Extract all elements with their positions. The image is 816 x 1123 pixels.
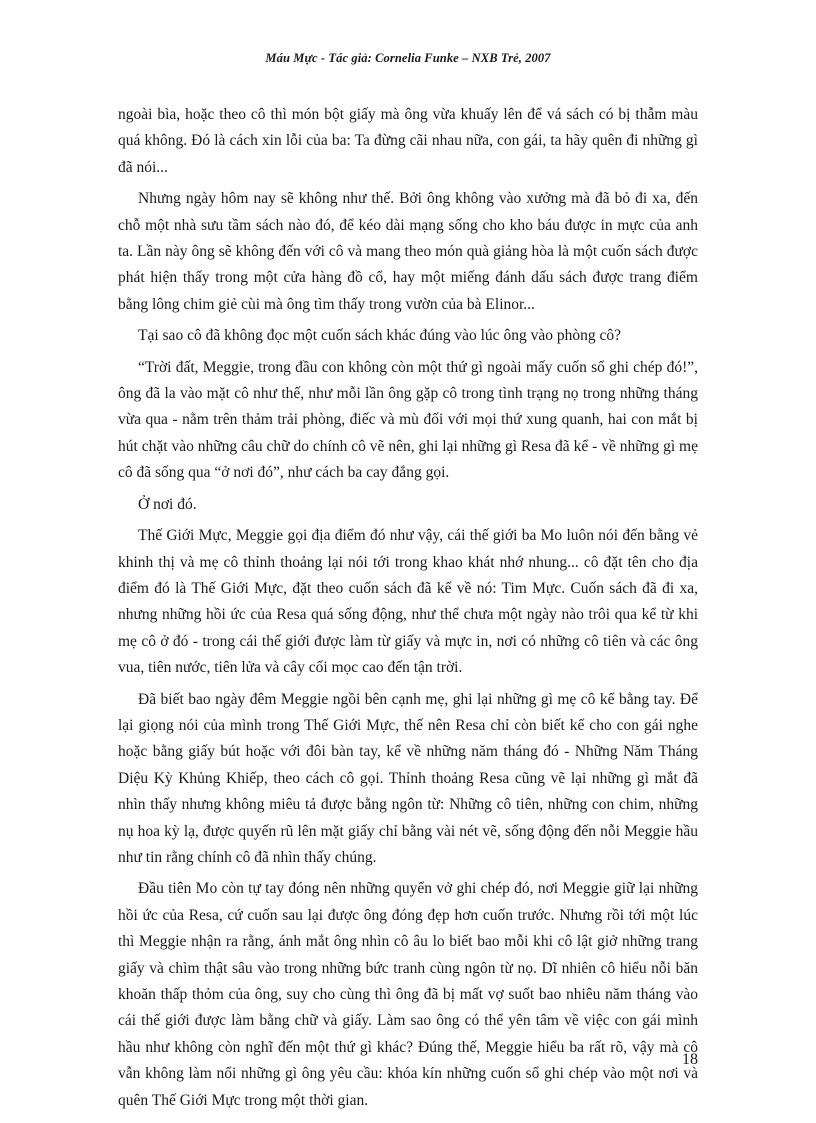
paragraph: Thế Giới Mực, Meggie gọi địa điểm đó như vậy, cái thế giới ba Mo luôn nói đến bằng vẻ khinh thị và mẹ cô thỉnh thoảng lại nói tới trong khao khát nhớ nhung... cô đặt tên cho địa điểm đó là Thế Giới Mực, đặt theo cuốn sách đã kể về nó: Tim Mực. Cuốn sách đã đi xa, nhưng những hồi ức của Resa quá sống động, như thể chưa một ngày nào trôi qua kể từ khi mẹ cô ở đó - trong cái thế giới được làm từ giấy và mực in, nơi có những cô tiên và các ông vua, tiên nước, tiên lửa và cây cối mọc cao đến tận trời. <box>118 527 698 677</box>
paragraph: “Trời đất, Meggie, trong đầu con không còn một thứ gì ngoài mấy cuốn sổ ghi chép đó!”, ông đã la vào mặt cô như thế, như mỗi lần ông gặp cô trong tình trạng nọ trong những tháng vừa qua - nằm trên thảm trải phòng, điếc và mù đối với mọi thứ xung quanh, hai con mắt bị hút chặt vào những câu chữ do chính cô vẽ nên, ghi lại những gì Resa đã kể - về những gì mẹ cô đã sống qua “ở nơi đó”, như cách ba cay đắng gọi. <box>118 358 698 482</box>
page-number: 18 <box>682 1051 698 1068</box>
body-text <box>118 102 698 1119</box>
paragraph: Đã biết bao ngày đêm Meggie ngồi bên cạnh mẹ, ghi lại những gì mẹ cô kể bằng tay. Để lại giọng nói của mình trong Thế Giới Mực, thế nên Resa chỉ còn biết kể cho con gái nghe hoặc bằng giấy bút hoặc với đôi bàn tay, kể về những năm tháng đó - Những Năm Tháng Diệu Kỳ Khủng Khiếp, theo cách cô gọi. Thỉnh thoảng Resa cũng vẽ lại những gì mắt đã nhìn thấy nhưng không miêu tả được bằng ngôn từ: Những cô tiên, những con chim, những nụ hoa kỳ lạ, được quyến rũ lên mặt giấy chỉ bằng vài nét vẽ, sống động đến nỗi Meggie hầu như tin rằng chính cô đã nhìn thấy chúng. <box>118 690 698 866</box>
running-header: Máu Mực - Tác giả: Cornelia Funke – NXB Trẻ, 2007 <box>265 51 551 65</box>
paragraph: Ở nơi đó. <box>138 495 197 513</box>
paragraph: ngoài bìa, hoặc theo cô thì món bột giấy mà ông vừa khuấy lên để vá sách có bị thẫm màu quá không. Đó là cách xin lỗi của ba: Ta đừng cãi nhau nữa, con gái, ta hãy quên đi những gì đã nói... <box>118 106 698 176</box>
paragraph: Nhưng ngày hôm nay sẽ không như thế. Bởi ông không vào xưởng mà đã bỏ đi xa, đến chỗ một nhà sưu tầm sách nào đó, để kéo dài mạng sống cho kho báu được in mực của anh ta. Lần này ông sẽ không đến với cô và mang theo món quà giảng hòa là một cuốn sách được phát hiện thấy trong một cửa hàng đồ cổ, hay một miếng đánh dấu sách được trang điểm bằng lông chim giẻ cùi mà ông tìm thấy trong vườn của bà Elinor... <box>118 190 698 313</box>
paragraph: Tại sao cô đã không đọc một cuốn sách khác đúng vào lúc ông vào phòng cô? <box>138 327 621 345</box>
paragraph: Đầu tiên Mo còn tự tay đóng nên những quyển vở ghi chép đó, nơi Meggie giữ lại những hồi ức của Resa, cứ cuốn sau lại được ông đóng đẹp hơn cuốn trước. Nhưng rồi tới một lúc thì Meggie nhận ra rằng, ánh mắt ông nhìn cô âu lo biết bao mỗi khi cô lật giở những trang giấy và chìm thật sâu vào trong những bức tranh cùng ngôn từ nọ. Dĩ nhiên cô hiểu nỗi băn khoăn thấp thỏm của ông, suy cho cùng thì ông đã bị mất vợ suốt bao nhiêu năm tháng vào cái thế giới được làm bằng chữ và giấy. Làm sao ông có thể yên tâm về việc con gái mình hầu như không còn nghĩ đến một thứ gì khác? Đúng thế, Meggie hiểu ba rất rõ, vậy mà cô vẫn không làm nổi những gì ông yêu cầu: khóa kín những cuốn sổ ghi chép vào một nơi và quên Thế Giới Mực trong một thời gian. <box>118 880 698 1109</box>
